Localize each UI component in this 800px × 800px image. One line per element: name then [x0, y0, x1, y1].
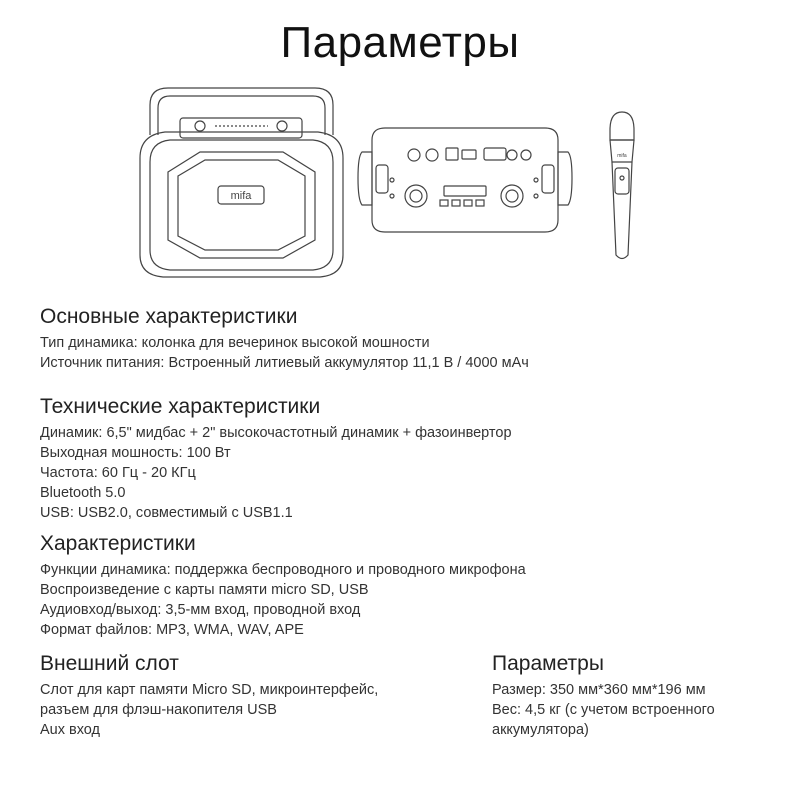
parameters-section	[492, 652, 782, 740]
technical-spec-line: Bluetooth 5.0	[40, 485, 126, 501]
feature-line: Аудиовход/выход: 3,5-мм вход, проводной вход	[40, 602, 361, 618]
page-title: Параметры	[280, 18, 520, 67]
technical-specs-section	[40, 395, 512, 523]
basic-spec-line: Тип динамика: колонка для вечеринок высокой мошности	[40, 335, 430, 351]
technical-spec-line: Выходная мошность: 100 Вт	[40, 445, 231, 461]
technical-spec-line: Частота: 60 Гц - 20 КГц	[40, 465, 196, 481]
feature-line: Функции динамика: поддержка беспроводного и проводного микрофона	[40, 562, 526, 578]
feature-line: Формат файлов: MP3, WMA, WAV, APE	[40, 622, 304, 638]
microphone-logo-text: mifa	[617, 153, 627, 159]
parameter-line: Размер: 350 мм*360 мм*196 мм	[492, 682, 706, 698]
features-heading: Характеристики	[40, 532, 196, 555]
slot-line: Слот для карт памяти Micro SD, микроинтерфейс,	[40, 682, 379, 698]
speaker-back-view	[358, 128, 572, 232]
slot-line: разъем для флэш-накопителя USB	[40, 702, 277, 718]
basic-spec-line: Источник питания: Встроенный литиевый аккумулятор 11,1 В / 4000 мАч	[40, 355, 529, 371]
parameters-heading: Параметры	[492, 652, 604, 675]
technical-spec-line: Динамик: 6,5" мидбас + 2" высокочастотный динамик + фазоинвертор	[40, 425, 512, 441]
microphone-view	[610, 112, 634, 259]
external-slot-heading: Внешний слот	[40, 652, 179, 675]
external-slot-section	[40, 652, 378, 740]
slot-line: Aux вход	[40, 722, 101, 738]
speaker-front-view	[140, 88, 343, 277]
parameter-line: Вес: 4,5 кг (с учетом встроенного аккумулятора)	[492, 702, 715, 738]
basic-specs-section	[40, 305, 529, 373]
technical-spec-line: USB: USB2.0, совместимый с USB1.1	[40, 505, 293, 521]
product-illustration	[0, 0, 800, 300]
speaker-logo-text: mifa	[230, 190, 252, 202]
basic-specs-heading: Основные характеристики	[40, 305, 298, 328]
features-section	[40, 532, 526, 640]
feature-line: Воспроизведение с карты памяти micro SD, USB	[40, 582, 369, 598]
technical-specs-heading: Технические характеристики	[40, 395, 321, 418]
